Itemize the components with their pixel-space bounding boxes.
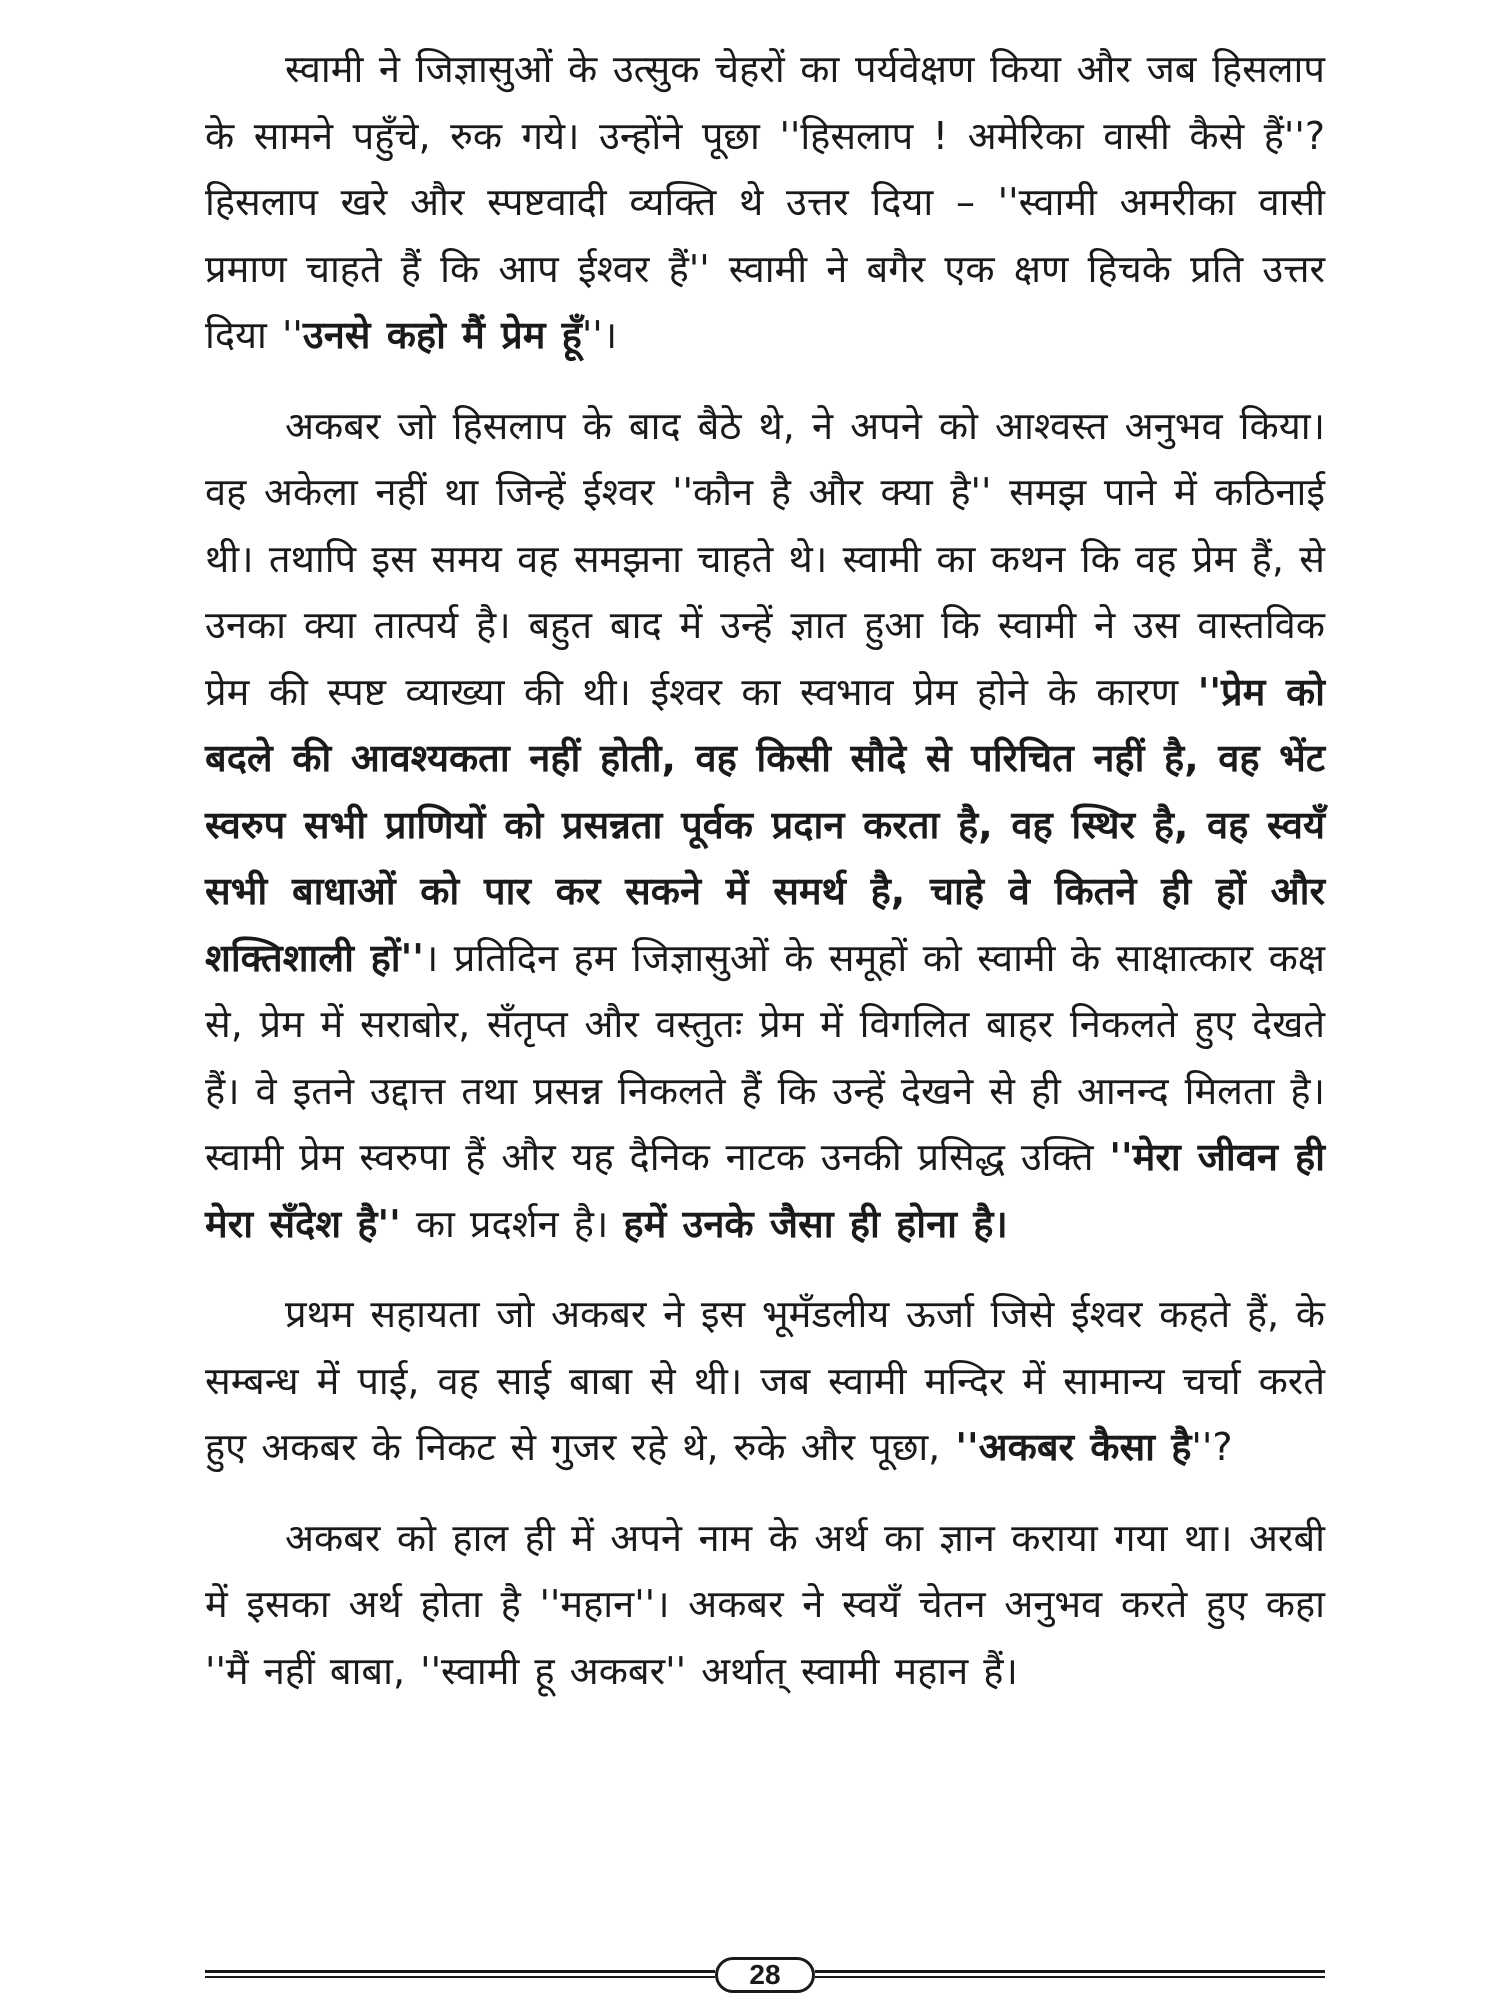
text-run: अकबर जो हिसलाप के बाद बैठे थे, ने अपने को आश्वस्त अनुभव किया। वह अकेला नहीं था जिन्हें ईश्वर ''कौन है और क्या है'' समझ पाने में कठिनाई थी। तथापि इस समय वह समझना चाहते थे। स्वामी का कथन कि वह प्रेम हैं, से उनका क्या तात्पर्य है। बहुत बाद में उन्हें ज्ञात हुआ कि स्वामी ने उस वास्तविक प्रेम की स्पष्ट व्याख्या की थी। ईश्वर का स्वभाव प्रेम होने के कारण	[205, 403, 1325, 714]
text-run: ''।	[581, 313, 618, 357]
page-number: 28	[715, 1957, 815, 1993]
page-body	[205, 36, 1325, 1728]
text-run: ''?	[1191, 1425, 1233, 1469]
footer-rule-left	[205, 1970, 715, 1978]
text-run: । प्रतिदिन हम जिज्ञासुओं के समूहों को स्वामी के साक्षात्कार कक्ष से, प्रेम में सराबोर, सँतृप्त और वस्तुतः प्रेम में विगलित बाहर निकलते हुए देखते हैं। वे इतने उद्दात्त तथा प्रसन्न निकलते हैं कि उन्हें देखने से ही आनन्द मिलता है। स्वामी प्रेम स्वरुपा हैं और यह दैनिक नाटक उनकी प्रसिद्ध उक्ति	[205, 935, 1325, 1179]
text-run: अकबर को हाल ही में अपने नाम के अर्थ का ज्ञान कराया गया था। अरबी में इसका अर्थ होता है ''महान''। अकबर ने स्वयँ चेतन अनुभव करते हुए कहा ''मैं नहीं बाबा, ''स्वामी हू अकबर'' अर्थात् स्वामी महान हैं।	[205, 1515, 1325, 1693]
text-run: का प्रदर्शन है।	[400, 1201, 624, 1246]
paragraph-2	[205, 393, 1325, 1258]
page-footer	[205, 1957, 1325, 1993]
bold-quote-run: हमें उनके जैसा ही होना है।	[623, 1201, 1008, 1246]
bold-quote-run: उनसे कहो मैं प्रेम हूँ	[302, 313, 582, 357]
paragraph-3	[205, 1281, 1325, 1481]
text-run: प्रथम सहायता जो अकबर ने इस भूमँडलीय ऊर्जा जिसे ईश्वर कहते हैं, के सम्बन्ध में पाई, वह साई बाबा से थी। जब स्वामी मन्दिर में सामान्य चर्चा करते हुए अकबर के निकट से गुजर रहे थे, रुके और पूछा,	[205, 1292, 1325, 1469]
footer-rule-right	[815, 1970, 1325, 1978]
bold-quote-run: ''मेरा जीवन ही मेरा सँदेश है''	[205, 1135, 1325, 1246]
bold-quote-run: ''प्रेम को बदले की आवश्यकता नहीं होती, वह किसी सौदे से परिचित नहीं है, वह भेंट स्वरुप सभी प्राणियों को प्रसन्नता पूर्वक प्रदान करता है, वह स्थिर है, वह स्वयँ सभी बाधाओं को पार कर सकने में समर्थ है, चाहे वे कितने ही हों और शक्तिशाली हों''	[205, 669, 1325, 980]
bold-quote-run: ''अकबर कैसा है	[955, 1425, 1192, 1469]
paragraph-4	[205, 1505, 1325, 1705]
paragraph-1	[205, 36, 1325, 369]
text-run: स्वामी ने जिज्ञासुओं के उत्सुक चेहरों का पर्यवेक्षण किया और जब हिसलाप के सामने पहुँचे, रुक गये। उन्होंने पूछा ''हिसलाप ! अमेरिका वासी कैसे हैं''? हिसलाप खरे और स्पष्टवादी व्यक्ति थे उत्तर दिया – ''स्वामी अमरीका वासी प्रमाण चाहते हैं कि आप ईश्वर हैं'' स्वामी ने बगैर एक क्षण हिचके प्रति उत्तर दिया ''	[205, 47, 1325, 357]
